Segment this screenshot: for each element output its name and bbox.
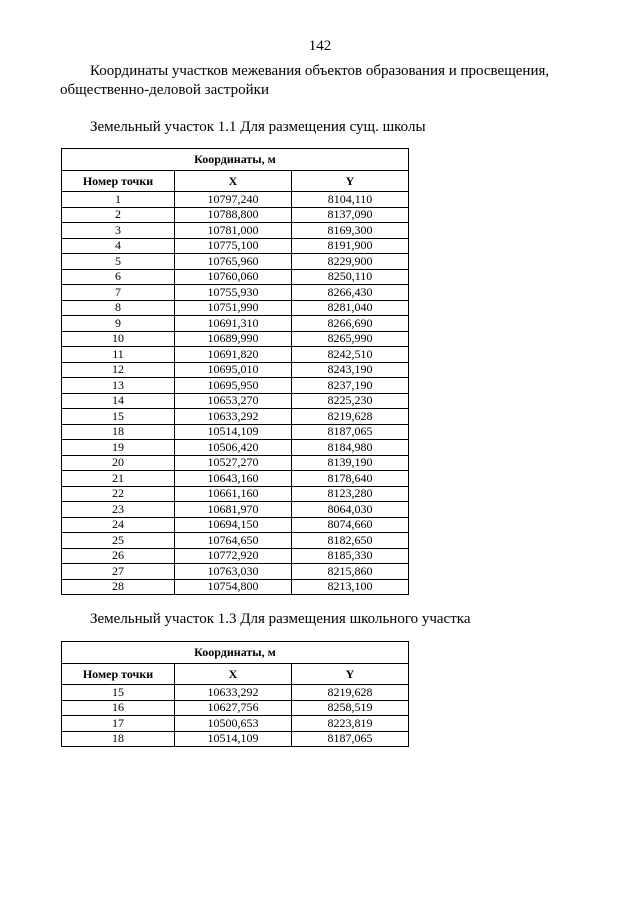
table-row — [62, 471, 409, 487]
cell-y: 8266,430 — [292, 285, 409, 301]
cell-x: 10681,970 — [175, 502, 292, 518]
cell-point-number: 21 — [62, 471, 175, 487]
cell-point-number: 28 — [62, 579, 175, 595]
cell-point-number: 17 — [62, 716, 175, 732]
table-row — [62, 285, 409, 301]
cell-x: 10764,650 — [175, 533, 292, 549]
cell-y: 8219,628 — [292, 685, 409, 701]
cell-point-number: 2 — [62, 207, 175, 223]
cell-point-number: 1 — [62, 192, 175, 208]
cell-x: 10514,109 — [175, 731, 292, 747]
cell-y: 8123,280 — [292, 486, 409, 502]
cell-point-number: 6 — [62, 269, 175, 285]
table-row — [62, 579, 409, 595]
cell-x: 10633,292 — [175, 685, 292, 701]
cell-point-number: 16 — [62, 700, 175, 716]
column-header-x: X — [175, 171, 292, 192]
cell-y: 8219,628 — [292, 409, 409, 425]
cell-y: 8137,090 — [292, 207, 409, 223]
cell-point-number: 26 — [62, 548, 175, 564]
cell-point-number: 19 — [62, 440, 175, 456]
cell-x: 10751,990 — [175, 300, 292, 316]
table-row — [62, 455, 409, 471]
table-row — [62, 331, 409, 347]
cell-x: 10781,000 — [175, 223, 292, 239]
cell-point-number: 18 — [62, 424, 175, 440]
super-header-cell: Координаты, м — [62, 642, 409, 664]
cell-y: 8187,065 — [292, 731, 409, 747]
cell-y: 8225,230 — [292, 393, 409, 409]
table-body — [62, 192, 409, 595]
super-header-cell: Координаты, м — [62, 149, 409, 171]
cell-y: 8266,690 — [292, 316, 409, 332]
cell-x: 10506,420 — [175, 440, 292, 456]
cell-x: 10689,990 — [175, 331, 292, 347]
cell-x: 10633,292 — [175, 409, 292, 425]
coordinates-table-1-3 — [61, 641, 409, 747]
cell-x: 10691,310 — [175, 316, 292, 332]
cell-y: 8104,110 — [292, 192, 409, 208]
cell-y: 8213,100 — [292, 579, 409, 595]
table-row — [62, 548, 409, 564]
cell-y: 8191,900 — [292, 238, 409, 254]
table-header-row — [62, 664, 409, 685]
table-row — [62, 409, 409, 425]
cell-x: 10527,270 — [175, 455, 292, 471]
cell-x: 10643,160 — [175, 471, 292, 487]
coordinates-table-1-1 — [61, 148, 409, 595]
table-body — [62, 685, 409, 747]
table-row — [62, 731, 409, 747]
table-row — [62, 300, 409, 316]
cell-x: 10691,820 — [175, 347, 292, 363]
cell-x: 10765,960 — [175, 254, 292, 270]
cell-x: 10514,109 — [175, 424, 292, 440]
table-row — [62, 316, 409, 332]
cell-x: 10695,950 — [175, 378, 292, 394]
cell-x: 10500,653 — [175, 716, 292, 732]
table-row — [62, 378, 409, 394]
column-header-point-number: Номер точки — [62, 171, 175, 192]
cell-y: 8281,040 — [292, 300, 409, 316]
table-super-header-row — [62, 149, 409, 171]
cell-y: 8250,110 — [292, 269, 409, 285]
cell-point-number: 8 — [62, 300, 175, 316]
cell-x: 10694,150 — [175, 517, 292, 533]
cell-point-number: 14 — [62, 393, 175, 409]
cell-point-number: 7 — [62, 285, 175, 301]
cell-point-number: 27 — [62, 564, 175, 580]
table-row — [62, 393, 409, 409]
table-row — [62, 440, 409, 456]
cell-point-number: 15 — [62, 685, 175, 701]
table-row — [62, 700, 409, 716]
table-row — [62, 486, 409, 502]
cell-y: 8187,065 — [292, 424, 409, 440]
cell-y: 8184,980 — [292, 440, 409, 456]
cell-point-number: 9 — [62, 316, 175, 332]
cell-x: 10695,010 — [175, 362, 292, 378]
table-row — [62, 517, 409, 533]
table-header-row — [62, 171, 409, 192]
table-row — [62, 238, 409, 254]
cell-x: 10763,030 — [175, 564, 292, 580]
cell-x: 10627,756 — [175, 700, 292, 716]
cell-x: 10775,100 — [175, 238, 292, 254]
cell-y: 8229,900 — [292, 254, 409, 270]
cell-x: 10772,920 — [175, 548, 292, 564]
cell-x: 10788,800 — [175, 207, 292, 223]
table-row — [62, 254, 409, 270]
cell-x: 10754,800 — [175, 579, 292, 595]
table-row — [62, 207, 409, 223]
column-header-y: Y — [292, 171, 409, 192]
cell-point-number: 20 — [62, 455, 175, 471]
cell-x: 10760,060 — [175, 269, 292, 285]
cell-y: 8223,819 — [292, 716, 409, 732]
cell-point-number: 15 — [62, 409, 175, 425]
cell-point-number: 24 — [62, 517, 175, 533]
section-title-1-3: Земельный участок 1.3 Для размещения школьного участка — [90, 611, 471, 627]
cell-x: 10661,160 — [175, 486, 292, 502]
cell-y: 8242,510 — [292, 347, 409, 363]
cell-point-number: 12 — [62, 362, 175, 378]
cell-y: 8237,190 — [292, 378, 409, 394]
table-row — [62, 424, 409, 440]
cell-point-number: 23 — [62, 502, 175, 518]
cell-y: 8074,660 — [292, 517, 409, 533]
table-row — [62, 347, 409, 363]
column-header-x: X — [175, 664, 292, 685]
cell-y: 8178,640 — [292, 471, 409, 487]
cell-x: 10755,930 — [175, 285, 292, 301]
column-header-point-number: Номер точки — [62, 664, 175, 685]
cell-point-number: 11 — [62, 347, 175, 363]
cell-y: 8185,330 — [292, 548, 409, 564]
cell-x: 10653,270 — [175, 393, 292, 409]
cell-y: 8169,300 — [292, 223, 409, 239]
table-row — [62, 269, 409, 285]
cell-x: 10797,240 — [175, 192, 292, 208]
table-super-header-row — [62, 642, 409, 664]
cell-point-number: 18 — [62, 731, 175, 747]
table-row — [62, 223, 409, 239]
cell-point-number: 3 — [62, 223, 175, 239]
column-header-y: Y — [292, 664, 409, 685]
document-heading: Координаты участков межевания объектов образования и просвещения, общественно-деловой застройки — [60, 63, 550, 98]
cell-point-number: 4 — [62, 238, 175, 254]
table-row — [62, 716, 409, 732]
cell-point-number: 25 — [62, 533, 175, 549]
cell-y: 8243,190 — [292, 362, 409, 378]
cell-y: 8182,650 — [292, 533, 409, 549]
table-row — [62, 533, 409, 549]
table-row — [62, 362, 409, 378]
cell-point-number: 5 — [62, 254, 175, 270]
cell-y: 8215,860 — [292, 564, 409, 580]
cell-y: 8265,990 — [292, 331, 409, 347]
table-row — [62, 685, 409, 701]
cell-point-number: 22 — [62, 486, 175, 502]
cell-y: 8139,190 — [292, 455, 409, 471]
cell-point-number: 10 — [62, 331, 175, 347]
section-title-1-1: Земельный участок 1.1 Для размещения сущ. школы — [90, 119, 426, 135]
page-number: 142 — [308, 38, 332, 54]
cell-point-number: 13 — [62, 378, 175, 394]
cell-y: 8064,030 — [292, 502, 409, 518]
table-row — [62, 192, 409, 208]
table-row — [62, 564, 409, 580]
cell-y: 8258,519 — [292, 700, 409, 716]
table-row — [62, 502, 409, 518]
